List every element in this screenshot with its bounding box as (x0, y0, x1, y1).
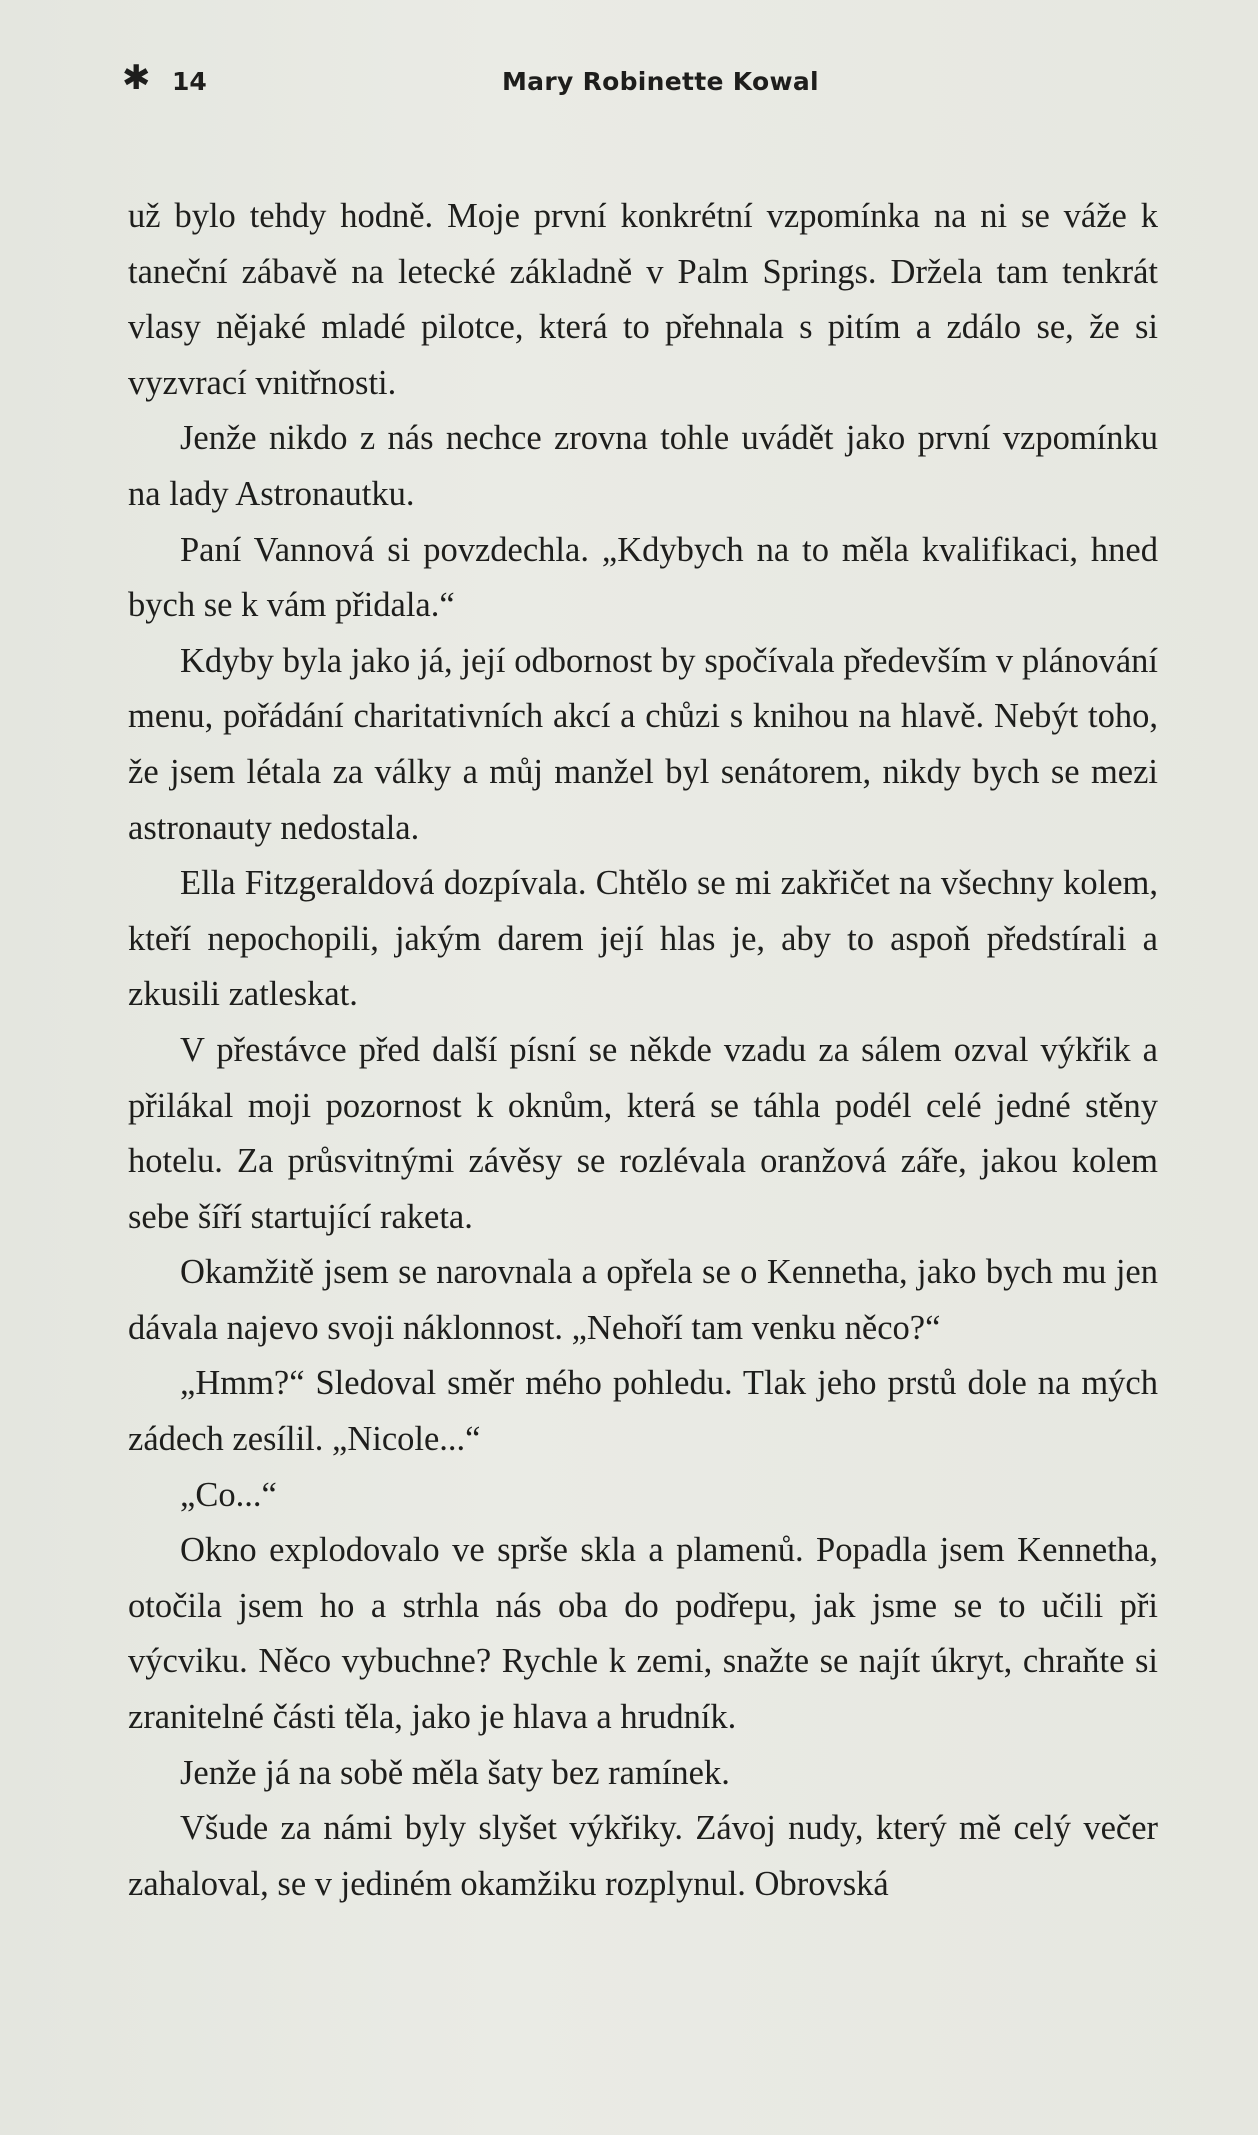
paragraph: Jenže já na sobě měla šaty bez ramínek. (180, 1753, 730, 1792)
paragraph: Okamžitě jsem se narovnala a opřela se o Kennetha, jako bych mu jen dávala najevo svoji náklonnost. „Nehoří tam venku něco?“ (128, 1253, 1158, 1347)
page-number: 14 (172, 67, 207, 96)
body-text (128, 189, 1158, 1912)
paragraph: Ella Fitzgeraldová dozpívala. Chtělo se mi zakřičet na všechny kolem, kteří nepochopili, jakým darem její hlas je, aby to aspoň předstírali a zkusili zatleskat. (128, 864, 1158, 1014)
paragraph: Okno explodovalo ve sprše skla a plamenů. Popadla jsem Kennetha, otočila jsem ho a strhla nás oba do podřepu, jak jsme se to učili při výcviku. Něco vybuchne? Rychle k zemi, snažte se najít úkryt, chraňte si zranitelné části těla, jako je hlava a hrudník. (128, 1531, 1158, 1737)
paragraph: Jenže nikdo z nás nechce zrovna tohle uvádět jako první vzpomínku na lady Astronautku. (128, 419, 1158, 513)
paragraph: Kdyby byla jako já, její odbornost by spočívala především v plánování menu, pořádání charitativních akcí a chůzi s knihou na hlavě. Nebýt toho, že jsem létala za války a můj manžel byl senátorem, nikdy bych se mezi astronauty nedostala. (128, 641, 1158, 847)
asterisk-ornament-icon: ✱ (122, 58, 151, 98)
paragraph: „Hmm?“ Sledoval směr mého pohledu. Tlak jeho prstů dole na mých zádech zesílil. „Nicole...“ (128, 1364, 1158, 1459)
paragraph: Všude za námi byly slyšet výkřiky. Závoj nudy, který mě celý večer zahaloval, se v jediném okamžiku rozplynul. Obrovská (128, 1809, 1158, 1903)
paragraph: už bylo tehdy hodně. Moje první konkrétní vzpomínka na ni se váže k taneční zábavě na letecké základně v Palm Springs. Držela tam tenkrát vlasy nějaké mladé pilotce, která to přehnala s pitím a zdálo se, že si vyzvrací vnitřnosti. (128, 197, 1158, 402)
running-head (122, 58, 1152, 102)
paragraph: „Co...“ (180, 1475, 277, 1514)
paragraph: Paní Vannová si povzdechla. „Kdybych na to měla kvalifikaci, hned bych se k vám přidala.“ (128, 530, 1158, 625)
running-head-author: Mary Robinette Kowal (502, 67, 819, 96)
paragraph: V přestávce před další písní se někde vzadu za sálem ozval výkřik a přilákal moji pozornost k oknům, která se táhla podél celé jedné stěny hotelu. Za průsvitnými závěsy se rozlévala oranžová záře, jakou kolem sebe šíří startující raketa. (128, 1030, 1158, 1236)
